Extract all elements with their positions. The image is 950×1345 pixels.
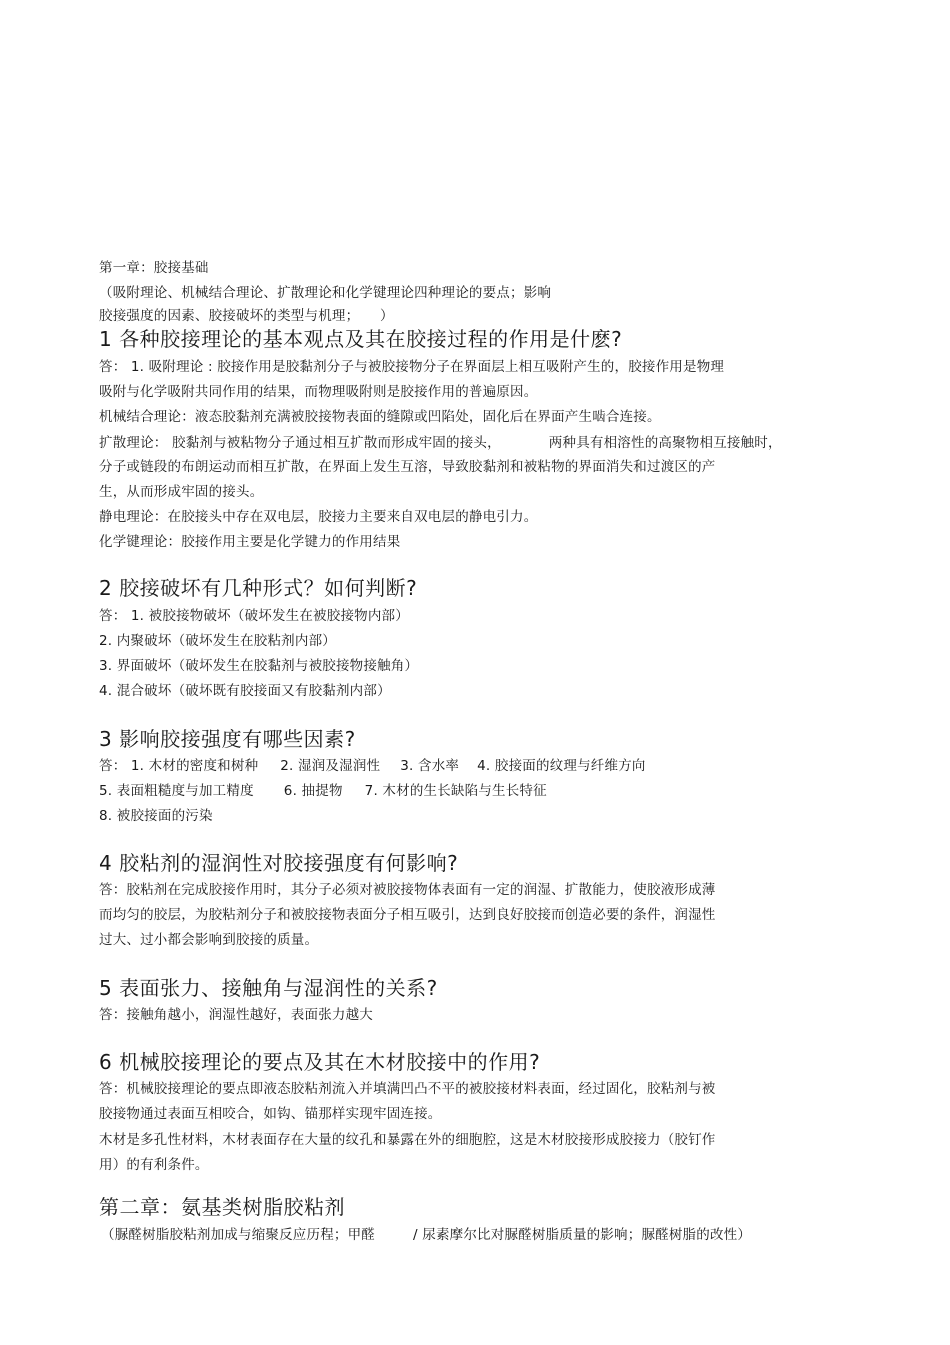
- chapter-2-scope-part-b: / 尿素摩尔比对脲醛树脂质量的影响；脲醛树脂的改性）: [413, 1227, 752, 1243]
- answer-6-line: 胶接物通过表面互相咬合，如钩、锚那样实现牢固连接。: [99, 1106, 442, 1122]
- factor-item: 答： 1. 木材的密度和树种: [99, 758, 259, 774]
- answer-1-line: [99, 434, 782, 452]
- question-4-heading: 4 胶粘剂的湿润性对胶接强度有何影响?: [99, 851, 459, 875]
- factor-item: 5. 表面粗糙度与加工精度: [99, 783, 254, 799]
- chapter-1-title: 第一章：胶接基础: [99, 260, 209, 276]
- factor-item: 6. 抽提物: [283, 783, 343, 799]
- answer-3-row-2: [99, 782, 547, 800]
- answer-2-line: 答： 1. 被胶接物破坏（破坏发生在被胶接物内部）: [99, 608, 409, 624]
- question-5-heading: 5 表面张力、接触角与湿润性的关系?: [99, 976, 438, 1000]
- answer-6-line: 答：机械胶接理论的要点即液态胶粘剂流入并填满凹凸不平的被胶接材料表面，经过固化，胶粘剂与被: [99, 1081, 716, 1097]
- answer-1-line: 机械结合理论：液态胶黏剂充满被胶接物表面的缝隙或凹陷处，固化后在界面产生啮合连接。: [99, 409, 661, 425]
- diffusion-theory-part-a: 扩散理论： 胶黏剂与被粘物分子通过相互扩散而形成牢固的接头，: [99, 435, 501, 451]
- answer-4-line: 过大、过小都会影响到胶接的质量。: [99, 932, 319, 948]
- answer-2-line: 2. 内聚破坏（破坏发生在胶粘剂内部）: [99, 633, 336, 649]
- answer-6-line: 木材是多孔性材料，木材表面存在大量的纹孔和暴露在外的细胞腔，这是木材胶接形成胶接力（胶钉作: [99, 1132, 716, 1148]
- question-3-heading: 3 影响胶接强度有哪些因素?: [99, 727, 356, 751]
- answer-2-line: 4. 混合破坏（破坏既有胶接面又有胶黏剂内部）: [99, 683, 391, 699]
- answer-3-row-1: [99, 757, 646, 775]
- answer-5-line: 答：接触角越小，润湿性越好，表面张力越大: [99, 1007, 373, 1023]
- answer-2-line: 3. 界面破坏（破坏发生在胶黏剂与被胶接物接触角）: [99, 658, 419, 674]
- answer-1-line: 答： 1. 吸附理论 : 胶接作用是胶黏剂分子与被胶接物分子在界面层上相互吸附产生的，胶接作用是物理: [99, 359, 725, 375]
- chapter-2-scope-part-a: （脲醛树脂胶粘剂加成与缩聚反应历程；甲醛: [101, 1227, 375, 1243]
- question-2-heading: 2 胶接破坏有几种形式？如何判断?: [99, 576, 418, 600]
- chapter-1-scope-line-1: （吸附理论、机械结合理论、扩散理论和化学键理论四种理论的要点；影响: [99, 285, 552, 301]
- answer-6-line: 用）的有利条件。: [99, 1157, 209, 1173]
- question-6-heading: 6 机械胶接理论的要点及其在木材胶接中的作用?: [99, 1050, 541, 1074]
- answer-3-row-3: 8. 被胶接面的污染: [99, 808, 213, 824]
- chapter-1-scope-line-2: 胶接强度的因素、胶接破坏的类型与机理； ）: [99, 308, 394, 324]
- answer-4-line: 而均匀的胶层，为胶粘剂分子和被胶接物表面分子相互吸引，达到良好胶接而创造必要的条件，润湿性: [99, 907, 716, 923]
- answer-1-line: 静电理论：在胶接头中存在双电层，胶接力主要来自双电层的静电引力。: [99, 509, 538, 525]
- answer-1-line: 生，从而形成牢固的接头。: [99, 484, 264, 500]
- question-1-heading: 1 各种胶接理论的基本观点及其在胶接过程的作用是什麽?: [99, 327, 623, 351]
- factor-item: 2. 湿润及湿润性: [280, 758, 381, 774]
- factor-item: 3. 含水率: [400, 758, 460, 774]
- answer-1-line: 吸附与化学吸附共同作用的结果，而物理吸附则是胶接作用的普遍原因。: [99, 384, 538, 400]
- factor-item: 4. 胶接面的纹理与纤维方向: [477, 758, 646, 774]
- answer-1-line: 分子或链段的布朗运动而相互扩散，在界面上发生互溶，导致胶黏剂和被粘物的界面消失和过渡区的产: [99, 459, 716, 475]
- answer-1-line: 化学键理论：胶接作用主要是化学键力的作用结果: [99, 534, 401, 550]
- answer-4-line: 答：胶粘剂在完成胶接作用时，其分子必须对被胶接物体表面有一定的润湿、扩散能力，使胶液形成薄: [99, 882, 716, 898]
- chapter-2-scope: [101, 1226, 751, 1244]
- factor-item: 7. 木材的生长缺陷与生长特征: [364, 783, 547, 799]
- chapter-2-title: 第二章：氨基类树脂胶粘剂: [99, 1195, 345, 1219]
- diffusion-theory-part-b: 两种具有相溶性的高聚物相互接触时，: [548, 435, 782, 451]
